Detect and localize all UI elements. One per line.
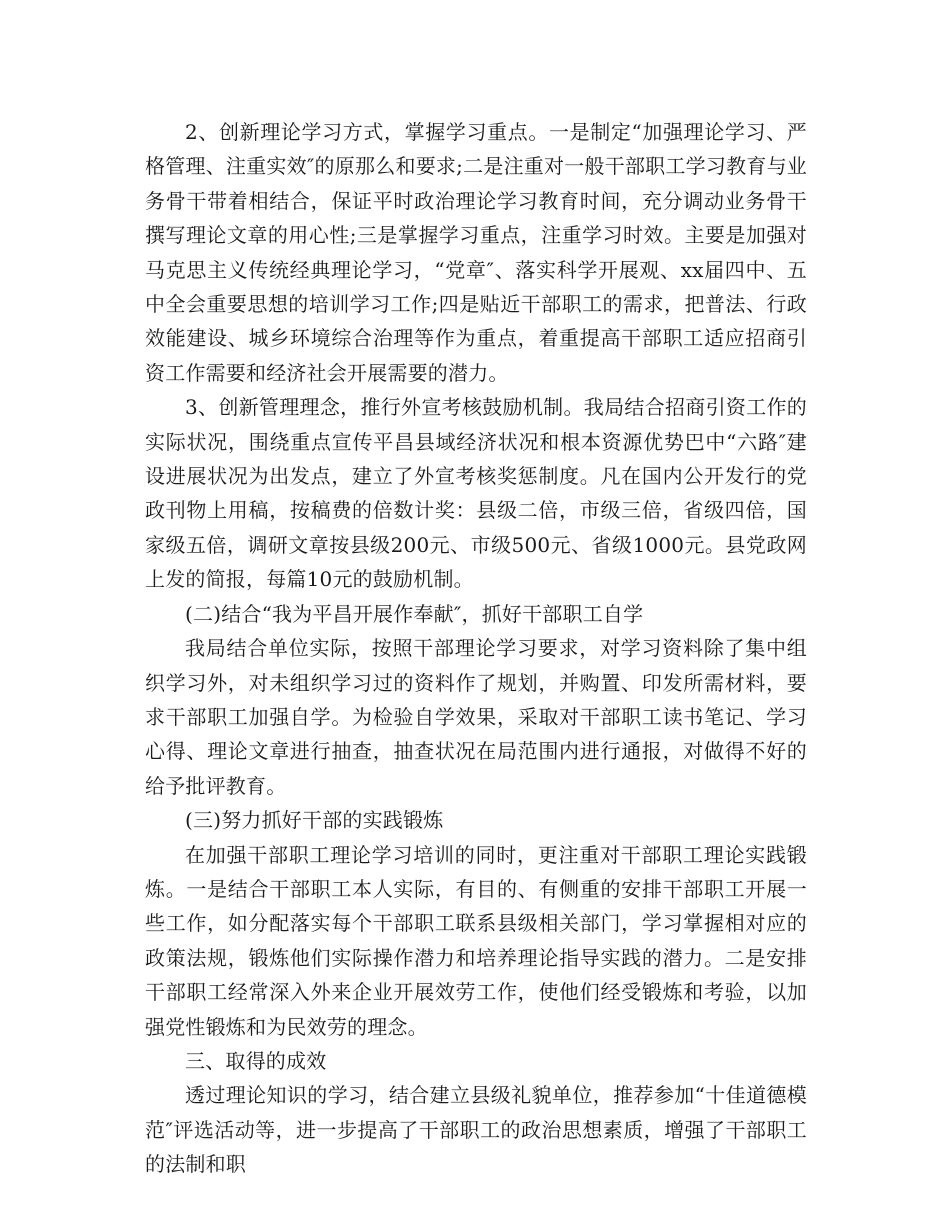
paragraph-practice: 在加强干部职工理论学习培训的同时，更注重对干部职工理论实践锻炼。一是结合干部职工本人实际，有目的、有侧重的安排干部职工开展一些工作，如分配落实每个干部职工联系县级相关部门，学习掌握相对应的政策法规，锻炼他们实际操作潜力和培养理论指导实践的潜力。二是安排干部职工经常深入外来企业开展效劳工作，使他们经受锻炼和考验，以加强党性锻炼和为民效劳的理念。 [145, 842, 807, 1039]
paragraph-management-concept: 3、创新管理理念，推行外宣考核鼓励机制。我局结合招商引资工作的实际状况，围绕重点宣传平昌县域经济状况和根本资源优势巴中“六路″建设进展状况为出发点，建立了外宣考核奖惩制度。凡在国内公开发行的党政刊物上用稿，按稿费的倍数计奖：县级二倍，市级三倍，省级四倍，国家级五倍，调研文章按县级200元、市级500元、省级1000元。县党政网上发的简报，每篇10元的鼓励机制。 [145, 395, 807, 592]
section-heading-self-study: (二)结合“我为平昌开展作奉献″，抓好干部职工自学 [185, 601, 644, 626]
document-body [145, 115, 807, 1182]
section-heading-results: 三、取得的成效 [185, 1048, 327, 1073]
paragraph-results: 透过理论知识的学习，结合建立县级礼貌单位，推荐参加“十佳道德模范″评选活动等，进一步提高了干部职工的政治思想素质，增强了干部职工的法制和职 [145, 1083, 807, 1177]
paragraph-self-study: 我局结合单位实际，按照干部理论学习要求，对学习资料除了集中组织学习外，对未组织学习过的资料作了规划，并购置、印发所需材料，要求干部职工加强自学。为检验自学效果，采取对干部职工读书笔记、学习心得、理论文章进行抽查，抽查状况在局范围内进行通报，对做得不好的给予批评教育。 [145, 636, 807, 798]
section-heading-practice: (三)努力抓好干部的实践锻炼 [185, 808, 444, 833]
paragraph-theory-study-method: 2、创新理论学习方式，掌握学习重点。一是制定“加强理论学习、严格管理、注重实效″的原那么和要求;二是注重对一般干部职工学习教育与业务骨干带着相结合，保证平时政治理论学习教育时间，充分调动业务骨干撰写理论文章的用心性;三是掌握学习重点，注重学习时效。主要是加强对马克思主义传统经典理论学习，“党章″、落实科学开展观、xx届四中、五中全会重要思想的培训学习工作;四是贴近干部职工的需求，把普法、行政效能建设、城乡环境综合治理等作为重点，着重提高干部职工适应招商引资工作需要和经济社会开展需要的潜力。 [145, 120, 807, 385]
